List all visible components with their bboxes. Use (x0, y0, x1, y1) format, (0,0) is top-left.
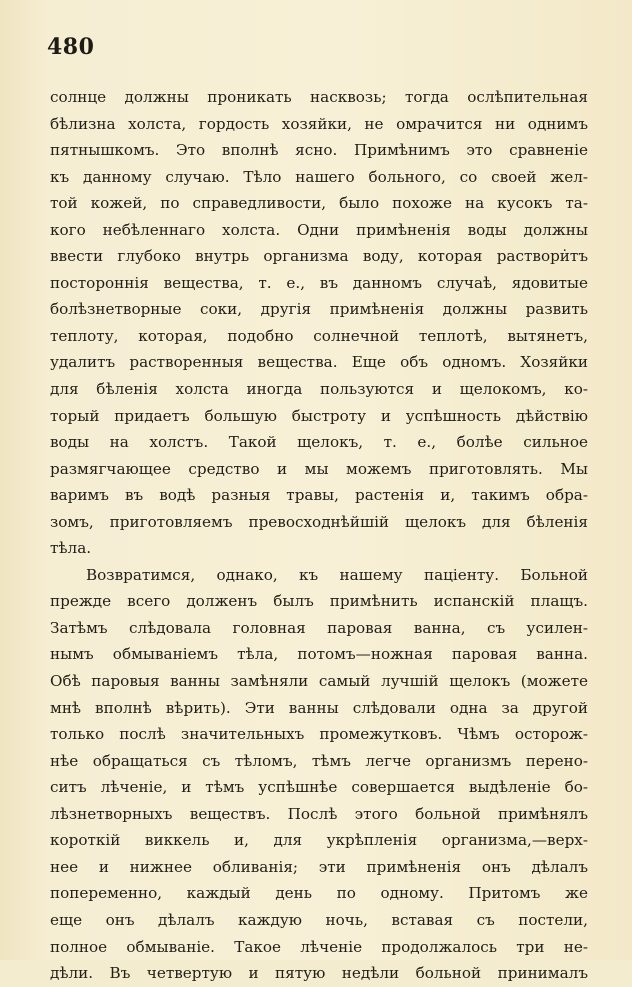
text-line: Обѣ паровыя ванны замѣняли самый лучшій щелокъ (можете (50, 672, 588, 691)
paragraph-1 (50, 84, 588, 562)
body-text (50, 84, 588, 987)
text-line: прежде всего долженъ былъ примѣнить испанскій плащъ. (50, 592, 588, 611)
text-line: Возвратимся, однако, къ нашему паціенту. Больной (86, 565, 588, 584)
text-line: солнце должны проникать насквозь; тогда ослѣпительная (50, 88, 588, 106)
text-line: только послѣ значительныхъ промежутковъ. Чѣмъ осторож- (50, 725, 588, 744)
text-line: удалитъ растворенныя вещества. Еще объ одномъ. Хозяйки (50, 353, 588, 372)
text-line: короткій виккель и, для укрѣпленія организма,—верх- (50, 831, 588, 850)
text-line: нее и нижнее обливанія; эти примѣненія онъ дѣлалъ (50, 857, 588, 876)
text-line: для бѣленія холста иногда пользуются и щелокомъ, ко- (50, 380, 588, 399)
text-line: дѣли. Въ четвертую и пятую недѣли больной принималъ (50, 964, 588, 983)
text-line: размягчающее средство и мы можемъ приготовлять. Мы (50, 459, 588, 478)
text-line: бѣлизна холста, гордость хозяйки, не омрачится ни однимъ (50, 114, 588, 133)
text-line: попеременно, каждый день по одному. Притомъ же (50, 884, 588, 903)
page-number: 480 (47, 34, 95, 60)
text-line: полное обмываніе. Такое лѣченіе продолжалось три не- (50, 937, 588, 956)
text-line: нѣе обращаться съ тѣломъ, тѣмъ легче организмъ перено- (50, 751, 588, 770)
text-line: пятнышкомъ. Это вполнѣ ясно. Примѣнимъ это сравненіе (50, 141, 588, 160)
text-line: къ данному случаю. Тѣло нашего больного, со своей жел- (50, 167, 588, 186)
text-line: тѣла. (50, 539, 92, 558)
text-line: той кожей, по справедливости, было похоже на кусокъ та- (50, 194, 588, 213)
text-line: постороннія вещества, т. е., въ данномъ случаѣ, ядовитые (50, 273, 588, 292)
text-line: зомъ, приготовляемъ превосходнѣйшій щелокъ для бѣленія (50, 512, 588, 531)
text-line: мнѣ вполнѣ вѣрить). Эти ванны слѣдовали одна за другой (50, 698, 588, 717)
text-line: теплоту, которая, подобно солнечной теплотѣ, вытянетъ, (50, 326, 588, 345)
text-line: ввести глубоко внутрь организма воду, которая раствори̇тъ (50, 247, 588, 266)
text-line: ситъ лѣченіе, и тѣмъ успѣшнѣе совершается выдѣленіе бо- (50, 778, 588, 797)
text-line: кого небѣленнаго холста. Одни примѣненія воды должны (50, 220, 588, 239)
text-line: воды на холстъ. Такой щелокъ, т. е., болѣе сильное (50, 433, 588, 452)
text-line: нымъ обмываніемъ тѣла, потомъ—ножная паровая ванна. (50, 645, 588, 664)
text-line: Затѣмъ слѣдовала головная паровая ванна, съ усилен- (50, 618, 588, 637)
text-line: торый придаетъ большую быстроту и успѣшность дѣйствію (50, 406, 588, 425)
text-line: лѣзнетворныхъ веществъ. Послѣ этого больной примѣнялъ (50, 804, 588, 823)
text-line: болѣзнетворные соки, другія примѣненія должны развить (50, 300, 588, 319)
text-line: еще онъ дѣлалъ каждую ночь, вставая съ постели, (50, 910, 588, 929)
paragraph-2 (50, 562, 588, 987)
text-line: варимъ въ водѣ разныя травы, растенія и, такимъ обра- (50, 486, 588, 505)
